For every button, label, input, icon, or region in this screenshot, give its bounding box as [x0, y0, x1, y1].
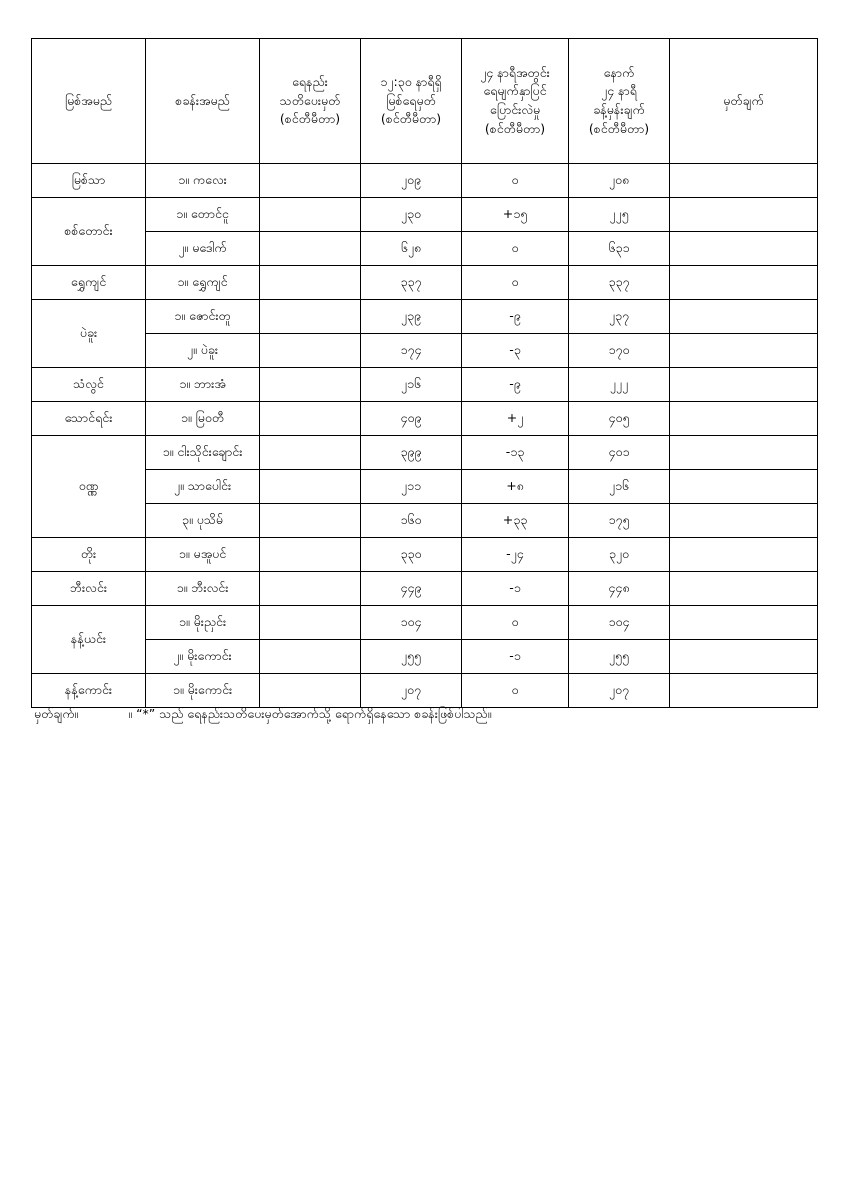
- cell-station-name: ၁။ ငါးသိုင်းချောင်း: [146, 436, 260, 470]
- footnote-text: ။ “*” သည် ရေနည်းသတိပေးမှတ်အောက်သို့ ရောက်ရှိနေသော စခန်းဖြစ်ပါသည်။: [128, 706, 492, 721]
- header-line: နောက်: [603, 64, 635, 80]
- cell-station-name: ၃။ ပုသိမ်: [146, 504, 260, 538]
- cell-change: ၀: [462, 606, 569, 640]
- cell-danger-level: [260, 334, 361, 368]
- cell-danger-level: [260, 504, 361, 538]
- cell-station-name: ၁။ ဘားအံ: [146, 368, 260, 402]
- cell-change: -၁၃: [462, 436, 569, 470]
- cell-remark: [670, 164, 818, 198]
- cell-water-level: ၂၃၉: [361, 300, 462, 334]
- header-line: မြစ်အမည်: [65, 92, 112, 108]
- table-header-row: [32, 39, 818, 164]
- table-row: [32, 640, 818, 674]
- cell-remark: [670, 266, 818, 300]
- cell-station-name: ၁။ တောင်ငူ: [146, 198, 260, 232]
- table-row: [32, 504, 818, 538]
- cell-water-level: ၄၄၉: [361, 572, 462, 606]
- cell-forecast: ၃၂၀: [569, 538, 670, 572]
- cell-station-name: ၂။ ပဲခူး: [146, 334, 260, 368]
- column-header-low-water-warning-level: [260, 39, 361, 164]
- cell-river-name: ဘီးလင်း: [32, 572, 146, 606]
- cell-station-name: ၁။ မြဝတီ: [146, 402, 260, 436]
- cell-forecast: ၄၄၈: [569, 572, 670, 606]
- cell-remark: [670, 504, 818, 538]
- table-row: [32, 198, 818, 232]
- table-row: [32, 232, 818, 266]
- cell-station-name: ၁။ ရွှေကျင်: [146, 266, 260, 300]
- cell-danger-level: [260, 232, 361, 266]
- cell-river-name: တိုး: [32, 538, 146, 572]
- cell-danger-level: [260, 402, 361, 436]
- cell-water-level: ၂၅၅: [361, 640, 462, 674]
- cell-remark: [670, 538, 818, 572]
- header-line: ခန့်မှန်းချက်: [593, 102, 645, 117]
- footnote-label: မှတ်ချက်။: [34, 706, 79, 721]
- header-line: (စင်တီမီတာ): [484, 120, 546, 136]
- cell-station-name: ၁။ မိုးကောင်း: [146, 674, 260, 708]
- cell-water-level: ၃၉၉: [361, 436, 462, 470]
- cell-change: ၀: [462, 266, 569, 300]
- footnote: [34, 705, 824, 724]
- cell-river-name: စစ်တောင်း: [32, 198, 146, 266]
- table-row: [32, 402, 818, 436]
- header-line: သတိပေးမှတ်: [279, 92, 341, 108]
- cell-change: -၉: [462, 300, 569, 334]
- cell-water-level: ၂၃၀: [361, 198, 462, 232]
- cell-danger-level: [260, 538, 361, 572]
- cell-remark: [670, 640, 818, 674]
- cell-water-level: ၃၃၀: [361, 538, 462, 572]
- column-header-river-name: [32, 39, 146, 164]
- cell-change: -၂၄: [462, 538, 569, 572]
- cell-change: ၀: [462, 674, 569, 708]
- cell-danger-level: [260, 572, 361, 606]
- cell-remark: [670, 300, 818, 334]
- header-line: စခန်းအမည်: [175, 92, 230, 108]
- cell-danger-level: [260, 470, 361, 504]
- cell-water-level: ၂၀၉: [361, 164, 462, 198]
- header-line: (စင်တီမီတာ): [380, 111, 442, 127]
- cell-remark: [670, 402, 818, 436]
- header-line: မှတ်ချက်: [723, 92, 764, 108]
- table-row: [32, 538, 818, 572]
- cell-danger-level: [260, 300, 361, 334]
- cell-change: +၃၃: [462, 504, 569, 538]
- cell-forecast: ၄၀၁: [569, 436, 670, 470]
- column-header-next-24h-forecast: [569, 39, 670, 164]
- cell-remark: [670, 606, 818, 640]
- cell-remark: [670, 674, 818, 708]
- cell-change: ၀: [462, 164, 569, 198]
- cell-danger-level: [260, 674, 361, 708]
- cell-forecast: ၆၃၁: [569, 232, 670, 266]
- column-header-24h-change: [462, 39, 569, 164]
- cell-danger-level: [260, 198, 361, 232]
- cell-danger-level: [260, 640, 361, 674]
- table-row: [32, 266, 818, 300]
- cell-forecast: ၁၀၄: [569, 606, 670, 640]
- table-row: [32, 368, 818, 402]
- header-line: ပြောင်းလဲမှု: [489, 102, 541, 117]
- cell-station-name: ၁။ ဘီးလင်း: [146, 572, 260, 606]
- cell-danger-level: [260, 368, 361, 402]
- cell-forecast: ၁၇၅: [569, 504, 670, 538]
- cell-change: +၈: [462, 470, 569, 504]
- cell-water-level: ၂၀၇: [361, 674, 462, 708]
- cell-forecast: ၂၅၅: [569, 640, 670, 674]
- cell-forecast: ၂၂၂: [569, 368, 670, 402]
- cell-water-level: ၂၁၁: [361, 470, 462, 504]
- cell-change: +၂: [462, 402, 569, 436]
- cell-station-name: ၁။ ဇောင်းတူ: [146, 300, 260, 334]
- cell-station-name: ၁။ မအူပင်: [146, 538, 260, 572]
- cell-forecast: ၂၃၇: [569, 300, 670, 334]
- cell-forecast: ၃၃၇: [569, 266, 670, 300]
- cell-remark: [670, 334, 818, 368]
- cell-danger-level: [260, 164, 361, 198]
- cell-danger-level: [260, 266, 361, 300]
- header-line: ၁၂:၃၀ နာရီရှိ: [380, 73, 442, 89]
- table-body: [32, 164, 818, 708]
- table-header: [32, 39, 818, 164]
- cell-station-name: ၂။ မဒေါက်: [146, 232, 260, 266]
- cell-danger-level: [260, 606, 361, 640]
- cell-water-level: ၃၃၇: [361, 266, 462, 300]
- column-header-station-name: [146, 39, 260, 164]
- cell-river-name: နန့်ယင်း: [32, 606, 146, 674]
- cell-forecast: ၂၀၇: [569, 674, 670, 708]
- cell-forecast: ၂၂၅: [569, 198, 670, 232]
- cell-forecast: ၂၀၈: [569, 164, 670, 198]
- cell-river-name: ရွှေကျင်: [32, 266, 146, 300]
- cell-river-name: နန့်ကောင်း: [32, 674, 146, 708]
- cell-remark: [670, 470, 818, 504]
- table-row: [32, 674, 818, 708]
- cell-remark: [670, 198, 818, 232]
- table-row: [32, 572, 818, 606]
- cell-water-level: ၁၀၄: [361, 606, 462, 640]
- cell-remark: [670, 368, 818, 402]
- table-row: [32, 300, 818, 334]
- header-line: မြစ်ရေမှတ်: [386, 92, 436, 108]
- river-water-level-table-container: [31, 38, 817, 708]
- cell-river-name: ဝဏ္ဏ: [32, 436, 146, 538]
- cell-change: -၉: [462, 368, 569, 402]
- cell-river-name: သောင်ရင်း: [32, 402, 146, 436]
- header-line: ရေနည်း: [292, 73, 328, 89]
- cell-station-name: ၂။ မိုးကောင်း: [146, 640, 260, 674]
- cell-danger-level: [260, 436, 361, 470]
- cell-water-level: ၁၆၀: [361, 504, 462, 538]
- cell-change: -၃: [462, 334, 569, 368]
- cell-change: ၀: [462, 232, 569, 266]
- cell-change: -၁: [462, 572, 569, 606]
- cell-forecast: ၄၀၅: [569, 402, 670, 436]
- cell-water-level: ၆၂၈: [361, 232, 462, 266]
- cell-station-name: ၂။ သာပေါင်း: [146, 470, 260, 504]
- cell-river-name: ပဲခူး: [32, 300, 146, 368]
- header-line: ၂၄ နာရီအတွင်း: [480, 64, 550, 80]
- cell-change: -၁: [462, 640, 569, 674]
- cell-water-level: ၄၀၉: [361, 402, 462, 436]
- cell-station-name: ၁။ ကလေး: [146, 164, 260, 198]
- cell-station-name: ၁။ မိုးညှင်း: [146, 606, 260, 640]
- cell-remark: [670, 572, 818, 606]
- cell-water-level: ၂၁၆: [361, 368, 462, 402]
- table-row: [32, 436, 818, 470]
- river-water-level-table: [31, 38, 818, 708]
- cell-remark: [670, 232, 818, 266]
- table-row: [32, 606, 818, 640]
- table-row: [32, 164, 818, 198]
- table-row: [32, 470, 818, 504]
- header-line: ရေမျက်နှာပြင်: [483, 83, 547, 99]
- table-row: [32, 334, 818, 368]
- header-line: ၂၄ နာရီ: [601, 83, 637, 99]
- cell-river-name: မြစ်သာ: [32, 164, 146, 198]
- column-header-remark: [670, 39, 818, 164]
- header-line: (စင်တီမီတာ): [588, 120, 650, 136]
- cell-remark: [670, 436, 818, 470]
- cell-forecast: ၂၁၆: [569, 470, 670, 504]
- cell-river-name: သံလွင်: [32, 368, 146, 402]
- header-line: (စင်တီမီတာ): [279, 111, 341, 127]
- cell-water-level: ၁၇၄: [361, 334, 462, 368]
- cell-forecast: ၁၇၀: [569, 334, 670, 368]
- column-header-current-water-level: [361, 39, 462, 164]
- cell-change: +၁၅: [462, 198, 569, 232]
